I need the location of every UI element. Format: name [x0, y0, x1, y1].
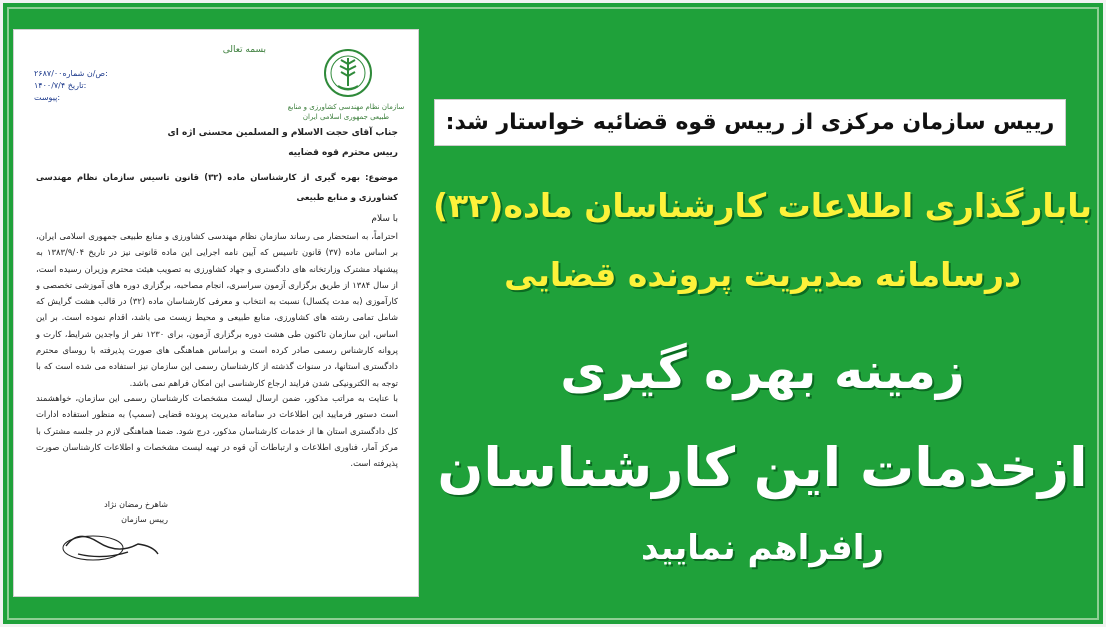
attachment-label: پیوست:: [34, 93, 61, 102]
headline-line-4: ازخدمات این کارشناسان: [437, 436, 1088, 499]
handwritten-signature: [58, 524, 168, 564]
addressee-line1: جناب آقای حجت الاسلام و المسلمین محسنی اژه ای: [167, 128, 398, 138]
date-label: تاریخ:: [67, 81, 87, 90]
addressee-line2: رییس محترم قوه قضاییه: [288, 148, 398, 158]
headline-line-5: رافراهم نمایید: [641, 528, 884, 568]
date-value: ۱۴۰۰/۷/۴: [34, 81, 66, 90]
organization-name: سازمان نظام مهندسی کشاورزی و منابع طبیعی جمهوری اسلامی ایران: [287, 103, 405, 121]
headline-line-1: بابارگذاری اطلاعات کارشناسان ماده(۳۲): [433, 186, 1092, 225]
letter-meta: [34, 68, 114, 104]
official-letter: [14, 30, 418, 596]
number-value: ۲۶۸۷/۰۰ص/ن: [34, 69, 106, 78]
letter-body-paragraph-2: با عنایت به مراتب مذکور، ضمن ارسال لیست مشخصات کارشناسان رسمی این سازمان، خواهشمند است دستور فرمایید این اطلاعات در سامانه مدیریت پرونده قضایی (سمپ) به منظور استفاده ادارات کل دادگستری استان ها از خدمات کارشناسان مذکور، درج شود. ضمنا هماهنگی لازم در جلسه مشترک با مرکز آمار، فناوری اطلاعات و ارتباطات آن قوه در تهیه لیست مشخصات و اطلاعات کارشناسان صورت پذیرفته است.: [36, 393, 398, 469]
number-label: شماره:: [62, 69, 108, 78]
signer-title: رییس سازمان: [121, 515, 168, 524]
letter-body-paragraph-1: احتراماً، به استحضار می رساند سازمان نظام مهندسی کشاورزی و منابع طبیعی جمهوری اسلامی ایران، بر اساس ماده (۳۷) قانون تاسیس که آیین نامه اجرایی این ماده قانونی نیز در تاریخ ۱۳۸۳/۹/۰۴ به پیشنهاد مشترک وزارتخانه های دادگستری و جهاد کشاورزی به تصویب هیئت محترم وزیران رسیده است، از سال ۱۳۸۴ از طریق برگزاری آزمون سراسری، انجام مصاحبه، برگزاری دوره های آموزشی تخصصی و کارآموزی (به مدت یکسال) نسبت به انتخاب و معرفی کارشناسان ماده (۳۲) در قالب هشت گرایش که شامل تمامی رشته های کشاورزی، منابع طبیعی و محیط زیست می باشد، اقدام نموده است. بر این اساس، این سازمان تاکنون طی هشت دوره برگزاری آزمون، برای ۱۲۳۰ نفر از واجدین شرایط، کارت و پروانه کارشناس رسمی صادر کرده است و براساس هماهنگی های صورت پذیرفته با روسای محترم دادگستری استانها، در سنوات گذشته از کارشناسان رسمی این سازمان نیز استفاده می شده است که با توجه به الکترونیکی شدن فرایند ارجاع کارشناسی این امکان فراهم نمی باشد.: [36, 231, 399, 388]
organization-logo-icon: [323, 48, 373, 98]
headline-banner: رییس سازمان مرکزی از رییس قوه قضائیه خواستار شد:: [434, 99, 1066, 146]
letter-greeting: با سلام: [371, 214, 398, 224]
letter-blessing: بسمه تعالی: [222, 45, 266, 55]
signer-name: شاهرخ رمضان نژاد: [104, 500, 168, 509]
headline-line-2: درسامانه مدیریت پرونده قضایی: [504, 255, 1021, 294]
letter-subject: موضوع: بهره گیری از کارشناسان ماده (۳۲) قانون تاسیس سازمان نظام مهندسی کشاورزی و منابع طبیعی: [36, 172, 398, 202]
headline-line-3: زمینه بهره گیری: [560, 342, 965, 400]
signature-block: [48, 500, 168, 566]
